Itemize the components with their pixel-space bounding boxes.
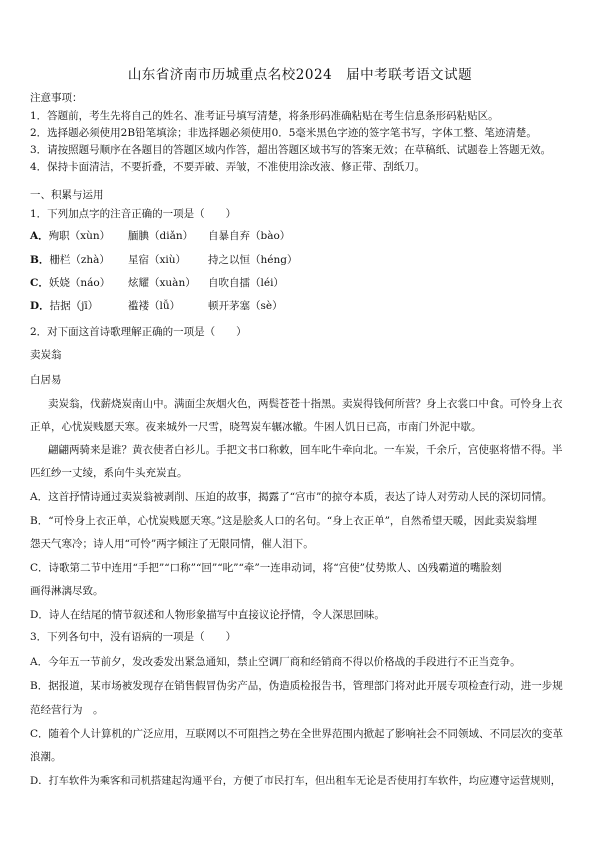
option-term: 腼腆（diǎn） xyxy=(128,230,194,242)
page-title: 山东省济南市历城重点名校2024 届中考联考语文试题 xyxy=(127,67,473,83)
q3-option-a: A．今年五一节前夕，发改委发出紧急通知，禁止空调厂商和经销商不得以价格战的手段进行不正当竞争。 xyxy=(30,656,521,668)
option-term: 炫耀（xuàn） xyxy=(128,277,196,289)
q2-option-b-cont: 怨天气寒冷；诗人用“可怜”两字倾注了无限同情，催人泪下。 xyxy=(30,538,314,550)
q3-option-c-cont: 浪潮。 xyxy=(30,751,62,763)
option-label: A． xyxy=(30,230,49,242)
poem-line: 翩翩两骑来是谁？黄衣使者白衫儿。手把文书口称敕，回车叱牛牵向北。一车炭，千余斤，宫使驱将惜不得。半 xyxy=(48,444,563,456)
option-term: 顿开茅塞（sè） xyxy=(208,300,283,312)
question-2-stem: 2．对下面这首诗歌理解正确的一项是（ ） xyxy=(30,326,247,338)
poem-line: 卖炭翁，伐薪烧炭南山中。满面尘灰烟火色，两鬓苍苍十指黑。卖炭得钱何所营？身上衣裳口中食。可怜身上衣 xyxy=(48,398,563,410)
section-heading: 一、积累与运用 xyxy=(30,189,104,201)
question-1-stem: 1．下列加点字的注音正确的一项是（ ） xyxy=(30,208,237,220)
poem-author: 白居易 xyxy=(30,374,62,386)
option-term: 栅栏（zhà） xyxy=(49,254,110,266)
q2-option-c: C．诗歌第二节中连用“手把”“口称”“回”“叱”“牵”一连串动词，将“宫使”仗势欺人、凶残霸道的嘴脸刻 xyxy=(30,562,502,574)
notice-item: 1．答题前，考生先将自己的姓名、准考证号填写清楚，将条形码准确粘贴在考生信息条形码粘贴区。 xyxy=(30,110,499,122)
option-term: 拮据（jī） xyxy=(49,300,99,312)
poem-line: 正单，心忧炭贱愿天寒。夜来城外一尺雪，晓驾炭车辗冰辙。牛困人饥日已高，市南门外泥中歇。 xyxy=(30,421,482,433)
option-label: D． xyxy=(30,300,50,312)
q2-option-a: A．这首抒情诗通过卖炭翁被剥削、压迫的故事，揭露了“宫市”的掠夺本质，表达了诗人对劳动人民的深切同情。 xyxy=(30,491,553,503)
option-term: 星宿（xiù） xyxy=(128,254,187,266)
q3-option-d: D．打车软件为乘客和司机搭建起沟通平台，方便了市民打车，但出租车无论是否使用打车软件，均应遵守运营规则， xyxy=(30,775,561,787)
notice-item: 3．请按照题号顺序在各题目的答题区域内作答，超出答题区域书写的答案无效；在草稿纸、试题卷上答题无效。 xyxy=(30,144,552,156)
option-label: B． xyxy=(30,254,50,266)
option-term: 自暴自弃（bào） xyxy=(208,230,291,242)
poem-line: 匹红纱一丈绫，系向牛头充炭直。 xyxy=(30,467,188,479)
option-term: 妖娆（náo） xyxy=(48,277,111,289)
poem-title: 卖炭翁 xyxy=(30,349,62,361)
q2-option-b: B．“可怜身上衣正单，心忧炭贱愿天寒。”这是脍炙人口的名句。“身上衣正单”，自然希望天暖，因此卖炭翁埋 xyxy=(30,515,537,527)
question-3-stem: 3．下列各句中，没有语病的一项是（ ） xyxy=(30,631,237,643)
notice-item: 4．保持卡面清洁，不要折叠，不要弄破、弄皱，不准使用涂改液、修正带、刮纸刀。 xyxy=(30,161,426,173)
q3-option-b-cont: 范经营行为 。 xyxy=(30,704,104,716)
notice-item: 2．选择题必须使用2B铅笔填涂；非选择题必须使用0．5毫米黑色字迹的签字笔书写，字体工整、笔迹清楚。 xyxy=(30,127,537,139)
q3-option-c: C．随着个人计算机的广泛应用，互联网以不可阻挡之势在全世界范围内掀起了影响社会不同领域、不同层次的变革 xyxy=(30,728,564,740)
option-term: 持之以恒（héng） xyxy=(208,254,298,266)
notice-heading: 注意事项： xyxy=(30,92,83,104)
q3-option-b: B．据报道，某市场被发现存在销售假冒伪劣产品，伪造质检报告书，管理部门将对此开展专项检查行动，进一步规 xyxy=(30,680,563,692)
option-label: C． xyxy=(30,277,49,289)
option-term: 褴褛（lǚ） xyxy=(128,300,181,312)
q2-option-c-cont: 画得淋漓尽致。 xyxy=(30,585,104,597)
option-term: 自吹自擂（léi） xyxy=(208,277,284,289)
q2-option-d: D．诗人在结尾的情节叙述和人物形象描写中直接议论抒情，令人深思回味。 xyxy=(30,609,385,621)
option-term: 殉职（xùn） xyxy=(48,230,111,242)
